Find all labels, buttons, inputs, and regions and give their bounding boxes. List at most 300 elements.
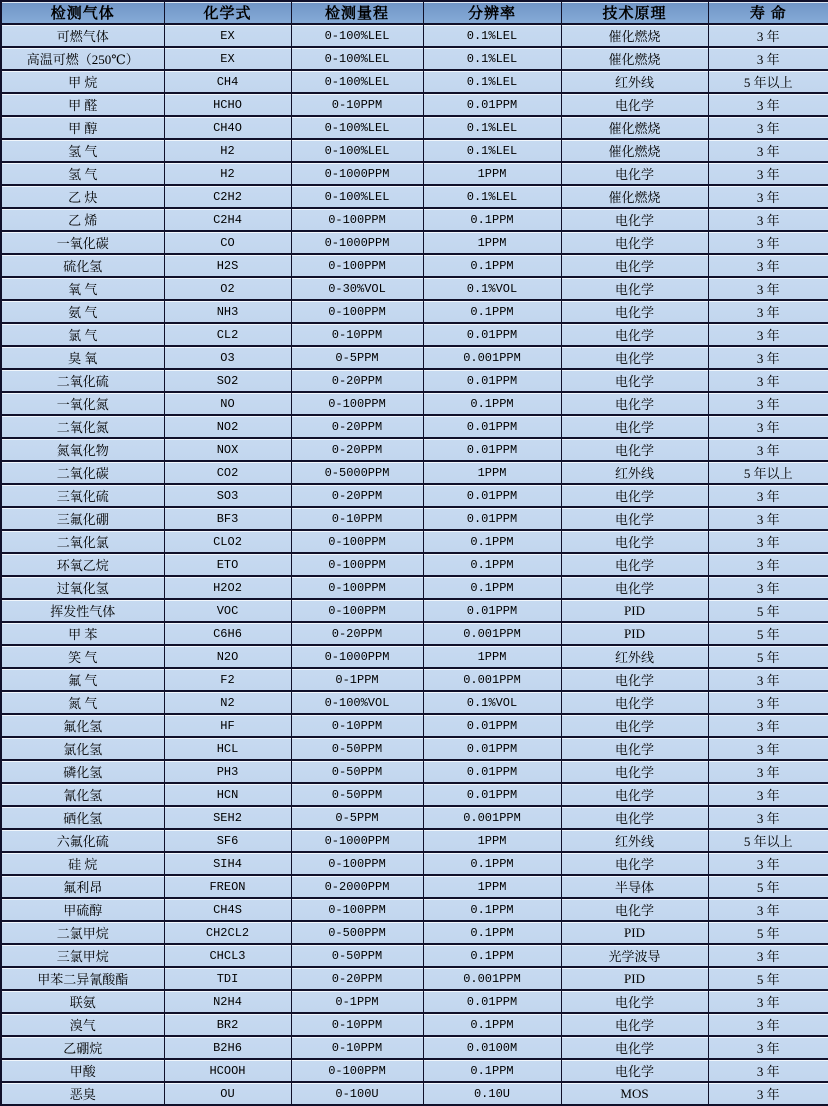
gas-name-cell: 甲 烷 [1,70,164,93]
detection-range-cell: 0-10PPM [291,93,423,116]
lifespan-cell: 5 年以上 [708,829,828,852]
table-row [1,1059,828,1082]
detection-range-cell: 0-5PPM [291,806,423,829]
table-row [1,967,828,990]
gas-name-cell: 氮 气 [1,691,164,714]
technology-principle-cell: 红外线 [561,829,708,852]
detection-range-cell: 0-50PPM [291,944,423,967]
resolution-cell: 0.1%LEL [423,116,561,139]
detection-range-cell: 0-1000PPM [291,829,423,852]
table-row [1,599,828,622]
lifespan-cell: 3 年 [708,944,828,967]
lifespan-cell: 3 年 [708,1059,828,1082]
gas-name-cell: 甲苯二异氰酸酯 [1,967,164,990]
gas-name-cell: 氟化氢 [1,714,164,737]
detection-range-cell: 0-1PPM [291,668,423,691]
lifespan-cell: 3 年 [708,1036,828,1059]
resolution-cell: 0.01PPM [423,714,561,737]
table-row [1,24,828,47]
resolution-cell: 0.1PPM [423,208,561,231]
column-header-principle: 技术原理 [561,1,708,24]
detection-range-cell: 0-100U [291,1082,423,1105]
detection-range-cell: 0-1000PPM [291,645,423,668]
lifespan-cell: 3 年 [708,530,828,553]
resolution-cell: 0.1PPM [423,254,561,277]
column-header-gas: 检测气体 [1,1,164,24]
detection-range-cell: 0-1000PPM [291,231,423,254]
lifespan-cell: 3 年 [708,323,828,346]
lifespan-cell: 3 年 [708,760,828,783]
detection-range-cell: 0-100%LEL [291,185,423,208]
gas-name-cell: 甲 苯 [1,622,164,645]
resolution-cell: 1PPM [423,829,561,852]
chemical-formula-cell: CH4S [164,898,291,921]
chemical-formula-cell: CH4O [164,116,291,139]
resolution-cell: 0.01PPM [423,323,561,346]
resolution-cell: 0.1PPM [423,944,561,967]
lifespan-cell: 5 年以上 [708,70,828,93]
table-row [1,277,828,300]
table-row [1,691,828,714]
gas-name-cell: 硅 烷 [1,852,164,875]
lifespan-cell: 5 年 [708,622,828,645]
resolution-cell: 0.1%LEL [423,70,561,93]
technology-principle-cell: 电化学 [561,392,708,415]
table-row [1,438,828,461]
detection-range-cell: 0-100PPM [291,392,423,415]
gas-name-cell: 一氧化氮 [1,392,164,415]
gas-name-cell: 氨 气 [1,300,164,323]
detection-range-cell: 0-10PPM [291,507,423,530]
gas-name-cell: 高温可燃（250℃） [1,47,164,70]
table-row [1,553,828,576]
technology-principle-cell: MOS [561,1082,708,1105]
technology-principle-cell: 电化学 [561,415,708,438]
chemical-formula-cell: C2H2 [164,185,291,208]
chemical-formula-cell: VOC [164,599,291,622]
technology-principle-cell: 电化学 [561,852,708,875]
table-row [1,668,828,691]
lifespan-cell: 3 年 [708,300,828,323]
resolution-cell: 0.01PPM [423,369,561,392]
resolution-cell: 0.1%LEL [423,185,561,208]
detection-range-cell: 0-20PPM [291,438,423,461]
lifespan-cell: 3 年 [708,93,828,116]
resolution-cell: 0.001PPM [423,622,561,645]
chemical-formula-cell: F2 [164,668,291,691]
table-row [1,484,828,507]
lifespan-cell: 3 年 [708,47,828,70]
column-header-formula: 化学式 [164,1,291,24]
technology-principle-cell: PID [561,967,708,990]
technology-principle-cell: 电化学 [561,438,708,461]
technology-principle-cell: 电化学 [561,93,708,116]
resolution-cell: 0.1PPM [423,1013,561,1036]
technology-principle-cell: PID [561,921,708,944]
gas-name-cell: 氟 气 [1,668,164,691]
resolution-cell: 0.001PPM [423,806,561,829]
lifespan-cell: 3 年 [708,208,828,231]
resolution-cell: 0.1%LEL [423,24,561,47]
chemical-formula-cell: H2S [164,254,291,277]
technology-principle-cell: 电化学 [561,760,708,783]
table-row [1,645,828,668]
lifespan-cell: 3 年 [708,185,828,208]
resolution-cell: 1PPM [423,231,561,254]
gas-name-cell: 二氧化氯 [1,530,164,553]
table-row [1,714,828,737]
detection-range-cell: 0-100PPM [291,530,423,553]
chemical-formula-cell: SF6 [164,829,291,852]
chemical-formula-cell: TDI [164,967,291,990]
column-header-lifespan: 寿 命 [708,1,828,24]
chemical-formula-cell: HF [164,714,291,737]
column-header-range: 检测量程 [291,1,423,24]
gas-name-cell: 甲酸 [1,1059,164,1082]
detection-range-cell: 0-500PPM [291,921,423,944]
detection-range-cell: 0-30%VOL [291,277,423,300]
chemical-formula-cell: H2 [164,162,291,185]
resolution-cell: 1PPM [423,162,561,185]
detection-range-cell: 0-5PPM [291,346,423,369]
lifespan-cell: 3 年 [708,1013,828,1036]
gas-name-cell: 二氧化碳 [1,461,164,484]
chemical-formula-cell: EX [164,47,291,70]
gas-name-cell: 挥发性气体 [1,599,164,622]
resolution-cell: 0.1PPM [423,1059,561,1082]
resolution-cell: 0.01PPM [423,438,561,461]
technology-principle-cell: 催化燃烧 [561,116,708,139]
gas-name-cell: 氯化氢 [1,737,164,760]
detection-range-cell: 0-1PPM [291,990,423,1013]
detection-range-cell: 0-2000PPM [291,875,423,898]
lifespan-cell: 3 年 [708,415,828,438]
lifespan-cell: 3 年 [708,990,828,1013]
table-row [1,231,828,254]
chemical-formula-cell: C6H6 [164,622,291,645]
lifespan-cell: 5 年 [708,967,828,990]
resolution-cell: 1PPM [423,461,561,484]
table-row [1,806,828,829]
chemical-formula-cell: OU [164,1082,291,1105]
detection-range-cell: 0-10PPM [291,1036,423,1059]
lifespan-cell: 3 年 [708,484,828,507]
detection-range-cell: 0-5000PPM [291,461,423,484]
technology-principle-cell: 电化学 [561,576,708,599]
table-row [1,47,828,70]
detection-range-cell: 0-100PPM [291,553,423,576]
table-row [1,415,828,438]
chemical-formula-cell: CO [164,231,291,254]
gas-name-cell: 磷化氢 [1,760,164,783]
lifespan-cell: 3 年 [708,852,828,875]
chemical-formula-cell: CO2 [164,461,291,484]
table-row [1,1082,828,1105]
gas-name-cell: 臭 氧 [1,346,164,369]
table-row [1,530,828,553]
resolution-cell: 0.01PPM [423,484,561,507]
gas-name-cell: 氮氧化物 [1,438,164,461]
detection-range-cell: 0-10PPM [291,714,423,737]
chemical-formula-cell: NO2 [164,415,291,438]
technology-principle-cell: 电化学 [561,162,708,185]
detection-range-cell: 0-100PPM [291,208,423,231]
gas-name-cell: 六氟化硫 [1,829,164,852]
lifespan-cell: 3 年 [708,714,828,737]
chemical-formula-cell: FREON [164,875,291,898]
table-row [1,461,828,484]
resolution-cell: 0.1%VOL [423,691,561,714]
detection-range-cell: 0-100PPM [291,254,423,277]
resolution-cell: 0.01PPM [423,93,561,116]
lifespan-cell: 3 年 [708,737,828,760]
column-header-resolution: 分辨率 [423,1,561,24]
detection-range-cell: 0-20PPM [291,622,423,645]
table-row [1,990,828,1013]
chemical-formula-cell: C2H4 [164,208,291,231]
resolution-cell: 0.1%LEL [423,139,561,162]
technology-principle-cell: 催化燃烧 [561,139,708,162]
chemical-formula-cell: NH3 [164,300,291,323]
gas-name-cell: 一氧化碳 [1,231,164,254]
gas-name-cell: 乙 炔 [1,185,164,208]
gas-name-cell: 可燃气体 [1,24,164,47]
lifespan-cell: 3 年 [708,346,828,369]
technology-principle-cell: 电化学 [561,254,708,277]
gas-name-cell: 三氧化硫 [1,484,164,507]
technology-principle-cell: 电化学 [561,1013,708,1036]
chemical-formula-cell: B2H6 [164,1036,291,1059]
gas-name-cell: 乙硼烷 [1,1036,164,1059]
table-row [1,737,828,760]
detection-range-cell: 0-100PPM [291,1059,423,1082]
resolution-cell: 0.01PPM [423,760,561,783]
table-row [1,70,828,93]
resolution-cell: 0.1PPM [423,852,561,875]
table-row [1,898,828,921]
lifespan-cell: 3 年 [708,806,828,829]
gas-name-cell: 环氧乙烷 [1,553,164,576]
technology-principle-cell: 电化学 [561,231,708,254]
detection-range-cell: 0-100%VOL [291,691,423,714]
gas-name-cell: 甲硫醇 [1,898,164,921]
lifespan-cell: 3 年 [708,277,828,300]
detection-range-cell: 0-20PPM [291,967,423,990]
resolution-cell: 1PPM [423,645,561,668]
lifespan-cell: 3 年 [708,392,828,415]
resolution-cell: 1PPM [423,875,561,898]
technology-principle-cell: 电化学 [561,1036,708,1059]
table-row [1,760,828,783]
technology-principle-cell: 催化燃烧 [561,47,708,70]
chemical-formula-cell: N2H4 [164,990,291,1013]
chemical-formula-cell: CL2 [164,323,291,346]
chemical-formula-cell: SO2 [164,369,291,392]
gas-name-cell: 硒化氢 [1,806,164,829]
detection-range-cell: 0-10PPM [291,1013,423,1036]
table-row [1,323,828,346]
detection-range-cell: 0-100PPM [291,599,423,622]
technology-principle-cell: 电化学 [561,898,708,921]
lifespan-cell: 3 年 [708,576,828,599]
gas-name-cell: 乙 烯 [1,208,164,231]
resolution-cell: 0.0100M [423,1036,561,1059]
technology-principle-cell: 电化学 [561,691,708,714]
lifespan-cell: 5 年 [708,645,828,668]
technology-principle-cell: 电化学 [561,530,708,553]
lifespan-cell: 3 年 [708,24,828,47]
chemical-formula-cell: HCHO [164,93,291,116]
detection-range-cell: 0-100%LEL [291,47,423,70]
resolution-cell: 0.1PPM [423,898,561,921]
resolution-cell: 0.1PPM [423,576,561,599]
chemical-formula-cell: SEH2 [164,806,291,829]
table-row [1,944,828,967]
table-row [1,254,828,277]
table-header [1,1,828,24]
gas-name-cell: 氧 气 [1,277,164,300]
chemical-formula-cell: HCN [164,783,291,806]
table-row [1,300,828,323]
table-row [1,507,828,530]
table-row [1,392,828,415]
detection-range-cell: 0-1000PPM [291,162,423,185]
chemical-formula-cell: N2O [164,645,291,668]
table-row [1,783,828,806]
chemical-formula-cell: O2 [164,277,291,300]
table-row [1,1013,828,1036]
detection-range-cell: 0-20PPM [291,369,423,392]
technology-principle-cell: 半导体 [561,875,708,898]
technology-principle-cell: 光学波导 [561,944,708,967]
resolution-cell: 0.1%VOL [423,277,561,300]
resolution-cell: 0.10U [423,1082,561,1105]
technology-principle-cell: PID [561,599,708,622]
lifespan-cell: 3 年 [708,1082,828,1105]
chemical-formula-cell: BR2 [164,1013,291,1036]
chemical-formula-cell: ETO [164,553,291,576]
technology-principle-cell: 催化燃烧 [561,185,708,208]
gas-name-cell: 二氧化硫 [1,369,164,392]
technology-principle-cell: 电化学 [561,714,708,737]
lifespan-cell: 3 年 [708,668,828,691]
gas-name-cell: 恶臭 [1,1082,164,1105]
detection-range-cell: 0-100PPM [291,576,423,599]
technology-principle-cell: 电化学 [561,668,708,691]
lifespan-cell: 5 年 [708,875,828,898]
chemical-formula-cell: HCL [164,737,291,760]
chemical-formula-cell: NOX [164,438,291,461]
table-row [1,829,828,852]
lifespan-cell: 3 年 [708,898,828,921]
table-row [1,93,828,116]
lifespan-cell: 3 年 [708,553,828,576]
detection-range-cell: 0-20PPM [291,484,423,507]
table-row [1,576,828,599]
detection-range-cell: 0-100%LEL [291,24,423,47]
lifespan-cell: 5 年 [708,921,828,944]
chemical-formula-cell: PH3 [164,760,291,783]
gas-name-cell: 联氨 [1,990,164,1013]
gas-name-cell: 氰化氢 [1,783,164,806]
table-row [1,1036,828,1059]
technology-principle-cell: 电化学 [561,507,708,530]
resolution-cell: 0.1PPM [423,300,561,323]
gas-name-cell: 三氟化硼 [1,507,164,530]
gas-name-cell: 二氧化氮 [1,415,164,438]
detection-range-cell: 0-100%LEL [291,139,423,162]
chemical-formula-cell: CLO2 [164,530,291,553]
detection-range-cell: 0-100PPM [291,852,423,875]
resolution-cell: 0.1PPM [423,392,561,415]
detection-range-cell: 0-100%LEL [291,70,423,93]
lifespan-cell: 3 年 [708,691,828,714]
lifespan-cell: 3 年 [708,438,828,461]
detection-range-cell: 0-100PPM [291,300,423,323]
detection-range-cell: 0-50PPM [291,783,423,806]
gas-name-cell: 氢 气 [1,162,164,185]
technology-principle-cell: 电化学 [561,208,708,231]
gas-name-cell: 氯 气 [1,323,164,346]
lifespan-cell: 3 年 [708,162,828,185]
resolution-cell: 0.001PPM [423,346,561,369]
technology-principle-cell: 电化学 [561,806,708,829]
technology-principle-cell: 电化学 [561,737,708,760]
chemical-formula-cell: CH4 [164,70,291,93]
resolution-cell: 0.01PPM [423,415,561,438]
table-row [1,185,828,208]
chemical-formula-cell: SO3 [164,484,291,507]
table-row [1,875,828,898]
technology-principle-cell: 电化学 [561,1059,708,1082]
technology-principle-cell: 电化学 [561,346,708,369]
technology-principle-cell: 电化学 [561,783,708,806]
gas-name-cell: 氟利昂 [1,875,164,898]
resolution-cell: 0.001PPM [423,967,561,990]
chemical-formula-cell: N2 [164,691,291,714]
chemical-formula-cell: O3 [164,346,291,369]
technology-principle-cell: 红外线 [561,645,708,668]
resolution-cell: 0.01PPM [423,507,561,530]
technology-principle-cell: 红外线 [561,70,708,93]
chemical-formula-cell: BF3 [164,507,291,530]
detection-range-cell: 0-50PPM [291,737,423,760]
chemical-formula-cell: NO [164,392,291,415]
chemical-formula-cell: H2 [164,139,291,162]
table-row [1,162,828,185]
resolution-cell: 0.01PPM [423,783,561,806]
table-row [1,852,828,875]
gas-name-cell: 三氯甲烷 [1,944,164,967]
technology-principle-cell: 电化学 [561,300,708,323]
technology-principle-cell: 电化学 [561,553,708,576]
table-row [1,116,828,139]
technology-principle-cell: 红外线 [561,461,708,484]
technology-principle-cell: 电化学 [561,277,708,300]
lifespan-cell: 3 年 [708,139,828,162]
chemical-formula-cell: HCOOH [164,1059,291,1082]
technology-principle-cell: 电化学 [561,990,708,1013]
lifespan-cell: 3 年 [708,783,828,806]
gas-name-cell: 甲 醇 [1,116,164,139]
gas-name-cell: 硫化氢 [1,254,164,277]
gas-name-cell: 甲 醛 [1,93,164,116]
detection-range-cell: 0-50PPM [291,760,423,783]
lifespan-cell: 3 年 [708,369,828,392]
chemical-formula-cell: CHCL3 [164,944,291,967]
gas-name-cell: 二氯甲烷 [1,921,164,944]
technology-principle-cell: 电化学 [561,369,708,392]
